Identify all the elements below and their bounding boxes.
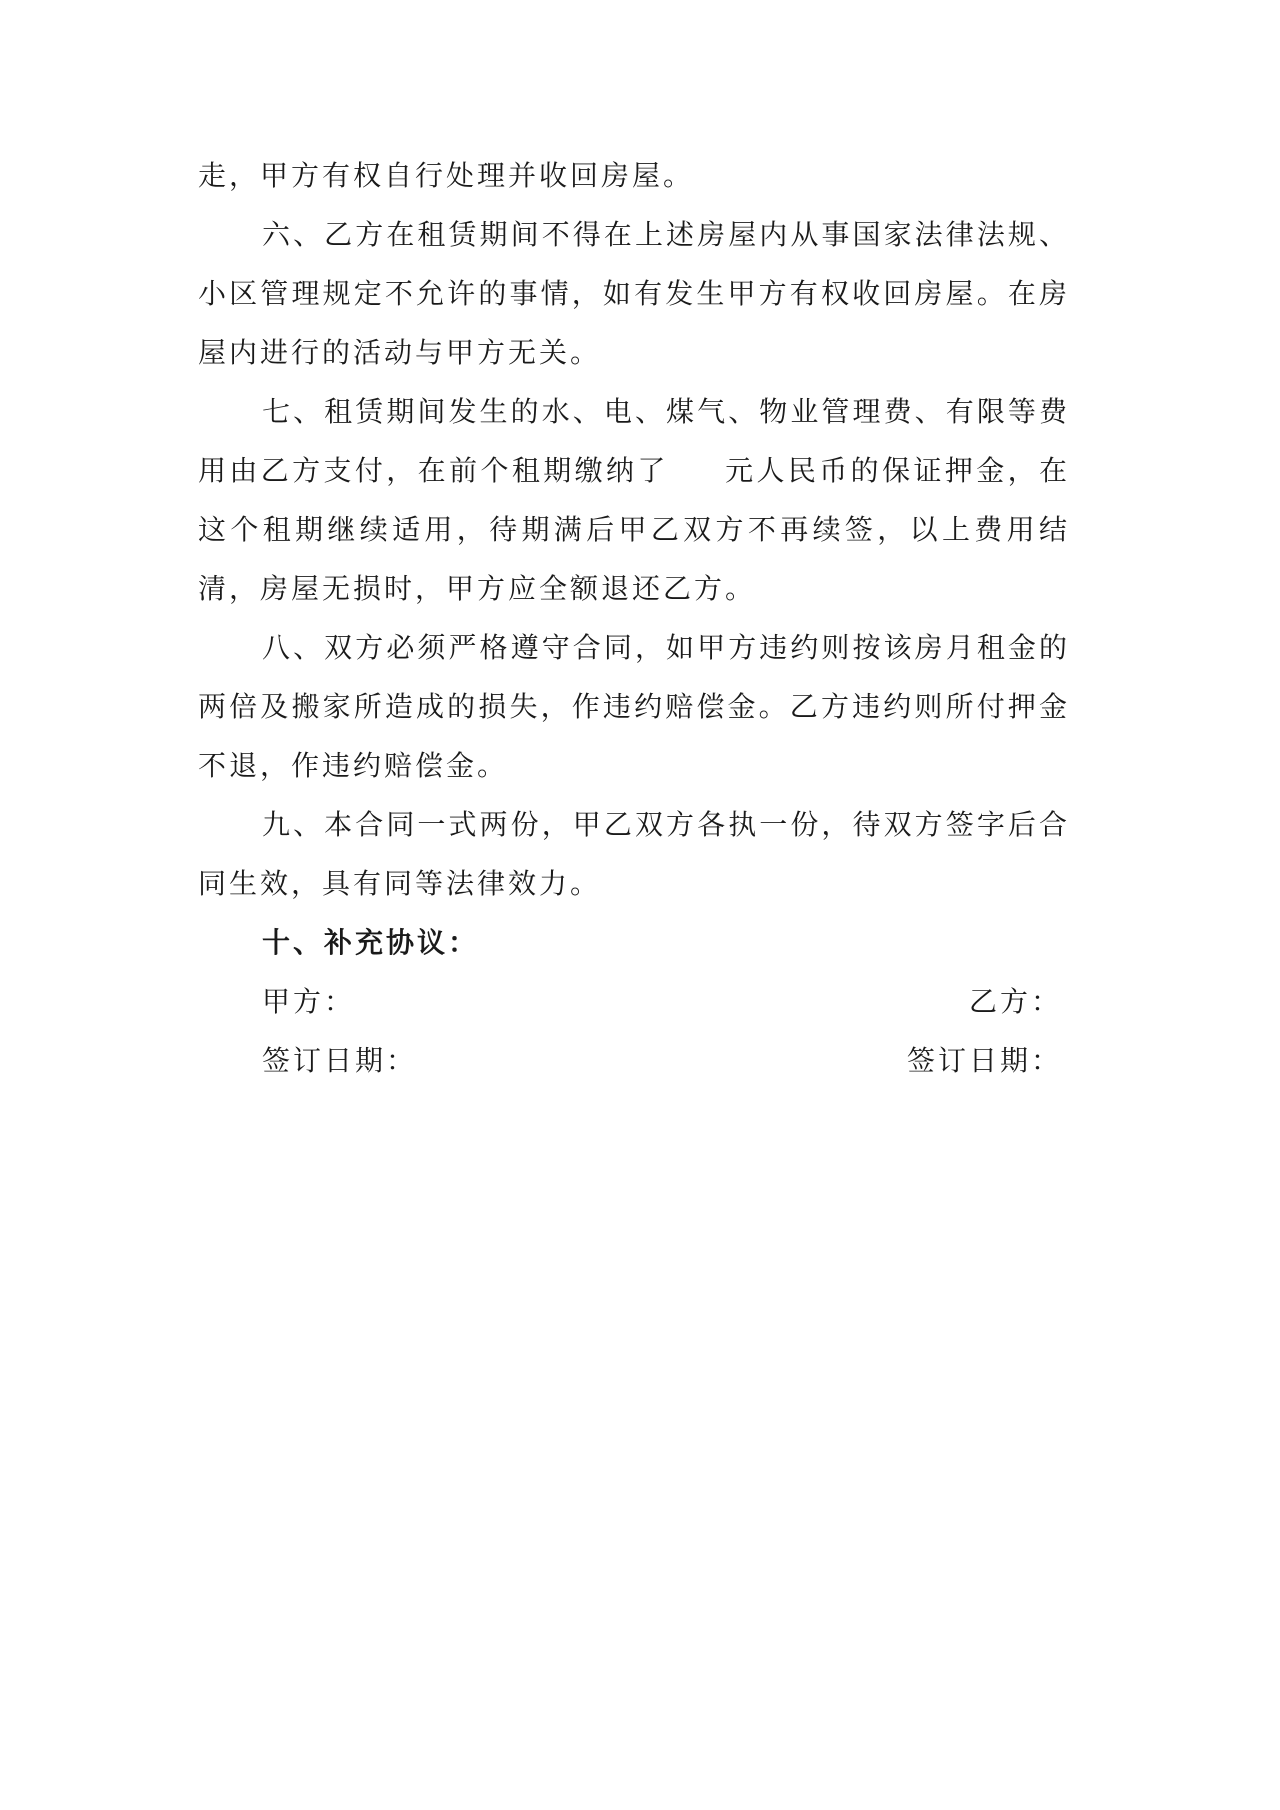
clause-6: 六、乙方在租赁期间不得在上述房屋内从事国家法律法规、小区管理规定不允许的事情，如有发生甲方有权收回房屋。在房屋内进行的活动与甲方无关。 (198, 218, 1070, 369)
clause-10-heading: 十、补充协议： (262, 926, 480, 959)
clause-7-text-after-blank: 元人民币的保证押金，在这个租期继续适用，待期满后甲乙双方不再续签，以上费用结清，房屋无损时，甲方应全额退还乙方。 (198, 454, 1070, 605)
clause-7-text-before-blank: 七、租赁期间发生的水、电、煤气、物业管理费、有限等费用由乙方支付，在前个租期缴纳了 (198, 395, 1070, 487)
party-b-date-label: 签订日期： (906, 1044, 1062, 1077)
party-a-label: 甲方： (262, 985, 356, 1018)
party-signature-row (198, 972, 1070, 1031)
clause-8: 八、双方必须严格遵守合同，如甲方违约则按该房月租金的两倍及搬家所造成的损失，作违约赔偿金。乙方违约则所付押金不退，作违约赔偿金。 (198, 631, 1070, 782)
date-signature-row (198, 1031, 1070, 1090)
party-b-label: 乙方： (968, 985, 1062, 1018)
clause-7 (198, 382, 1070, 618)
contract-body (198, 146, 1070, 1090)
clause-9: 九、本合同一式两份，甲乙双方各执一份，待双方签字后合同生效，具有同等法律效力。 (198, 808, 1070, 900)
party-a-date-label: 签订日期： (262, 1044, 418, 1077)
clause-5-continuation: 走，甲方有权自行处理并收回房屋。 (198, 159, 695, 192)
